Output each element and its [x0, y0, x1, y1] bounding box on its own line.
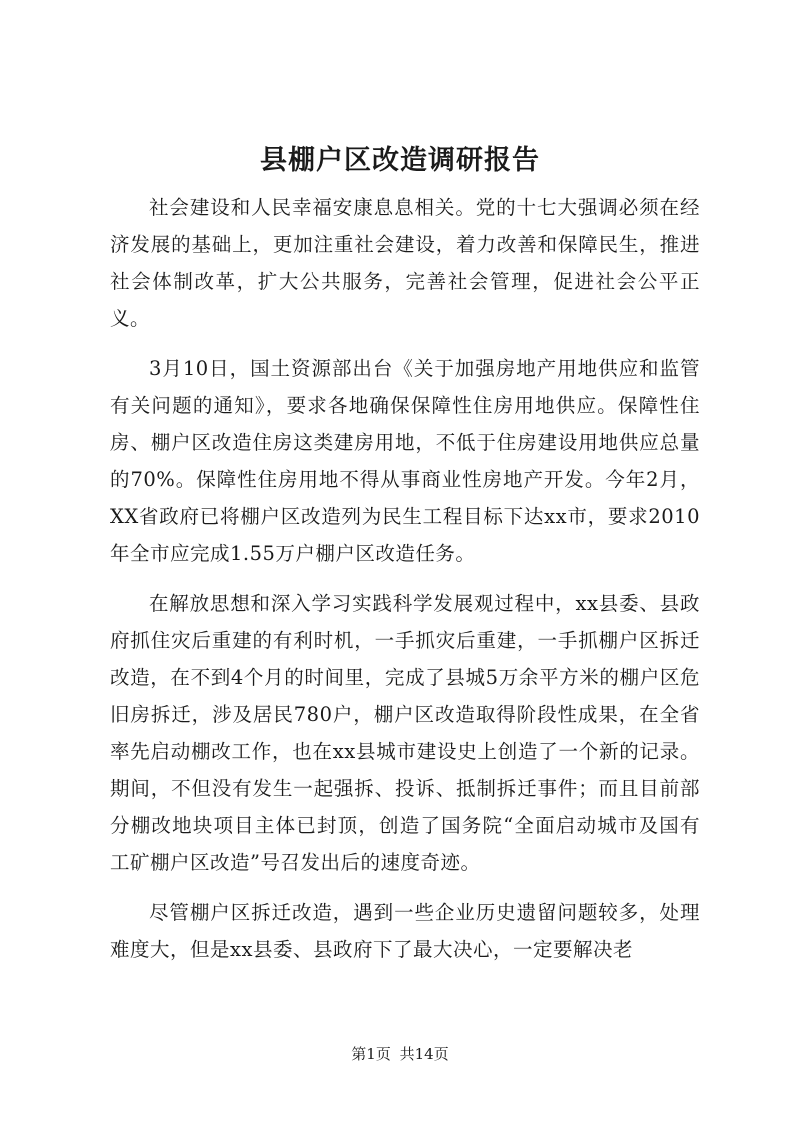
document-body [110, 189, 700, 981]
page-footer [0, 1043, 800, 1064]
page-number: 第1页 [351, 1045, 391, 1063]
document-title: 县棚户区改造调研报告 [260, 145, 540, 176]
paragraph-1: 社会建设和人民幸福安康息息相关。党的十七大强调必须在经济发展的基础上，更加注重社会建设，着力改善和保障民生，推进社会体制改革，扩大公共服务，完善社会管理，促进社会公平正义。 [110, 196, 700, 330]
paragraph-3: 在解放思想和深入学习实践科学发展观过程中，xx县委、县政府抓住灾后重建的有利时机，一手抓灾后重建，一手抓棚户区拆迁改造，在不到4个月的时间里，完成了县城5万余平方米的棚户区危旧房拆迁，涉及居民780户，棚户区改造取得阶段性成果，在全省率先启动棚改工作，也在xx县城市建设史上创造了一个新的记录。期间，不但没有发生一起强拆、投诉、抵制拆迁事件；而且目前部分棚改地块项目主体已封顶，创造了国务院“全面启动城市及国有工矿棚户区改造”号召发出后的速度奇迹。 [110, 592, 700, 874]
total-pages: 共14页 [399, 1045, 449, 1063]
paragraph-4: 尽管棚户区拆迁改造，遇到一些企业历史遗留问题较多，处理难度大，但是xx县委、县政府下了最大决心，一定要解决老 [110, 901, 700, 961]
paragraph-2: 3月10日，国土资源部出台《关于加强房地产用地供应和监管有关问题的通知》，要求各地确保保障性住房用地供应。保障性住房、棚户区改造住房这类建房用地，不低于住房建设用地供应总量的70%。保障性住房用地不得从事商业性房地产开发。今年2月，XX省政府已将棚户区改造列为民生工程目标下达xx市，要求2010年全市应完成1.55万户棚户区改造任务。 [110, 357, 700, 565]
